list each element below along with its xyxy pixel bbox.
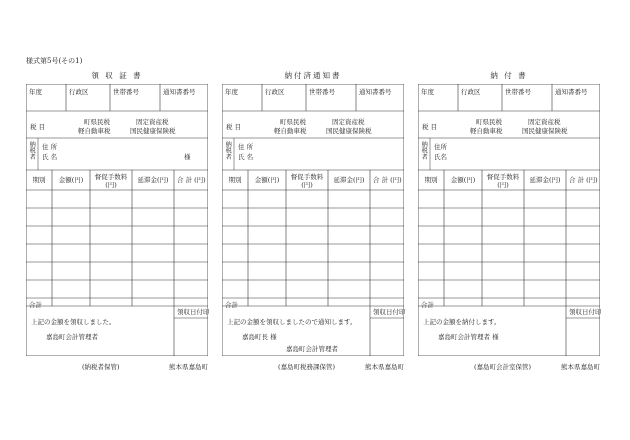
date-stamp-label: 領収日付印	[569, 308, 602, 316]
signature-line-1: 嘉島町長 様	[242, 333, 277, 341]
col-total-header: 合 計 (円)	[569, 176, 598, 184]
tax-item-health: 国民健康保険税	[326, 127, 372, 135]
signature-line-1: 嘉島町会計管理者 様	[438, 333, 499, 341]
signature-line-2: 嘉島町会計管理者	[286, 345, 338, 353]
col-amount-header: 金額(円)	[254, 176, 280, 184]
tax-label: 税 目	[226, 123, 242, 131]
payer-label: 納税者	[224, 141, 232, 160]
panel-title: 納 付 書	[490, 71, 528, 80]
date-stamp-label: 領収日付印	[177, 308, 210, 316]
receipt-message: 上記の金額を領収しましたので通知します。	[227, 318, 357, 326]
receipt-message: 上記の金額を領収しました。	[31, 318, 116, 326]
name-label: 氏 名	[42, 153, 58, 161]
footer-keeper: (嘉島町会計室保管)	[474, 363, 532, 371]
footer-keeper: (納税者保管)	[82, 363, 120, 371]
form-code: 様式第5号(その1)	[26, 57, 83, 65]
address-label: 住 所	[238, 143, 254, 151]
col-period-header: 期別	[32, 176, 46, 184]
honorific-label: 様	[184, 153, 191, 161]
footer-issuer: 熊本県嘉島町	[365, 363, 404, 371]
payment-notice-panel	[222, 71, 406, 371]
name-label: 氏名	[434, 153, 447, 161]
header-household-label: 世帯番号	[309, 88, 335, 96]
header-district-label: 行政区	[69, 88, 89, 96]
tax-item-resident: 町県民税	[476, 118, 502, 126]
address-label: 住所	[434, 143, 447, 151]
col-fee-header: 督促手数料(円)	[94, 173, 128, 190]
tax-label: 税 目	[422, 123, 438, 131]
address-label: 住 所	[42, 143, 58, 151]
footer-keeper: (嘉島町税務課保管)	[278, 363, 336, 371]
tax-label: 税 目	[30, 123, 46, 131]
col-amount-header: 金額(円)	[450, 176, 476, 184]
header-household-label: 世帯番号	[113, 88, 139, 96]
col-period-header: 期別	[424, 176, 438, 184]
col-total-header: 合 計 (円)	[177, 176, 206, 184]
tax-item-health: 国民健康保険税	[522, 127, 568, 135]
total-label: 合計	[29, 301, 42, 309]
header-notice-label: 通知書番号	[555, 88, 588, 96]
col-penalty-header: 延滞金(円)	[333, 176, 365, 184]
signature-line-1: 嘉島町会計管理者	[46, 333, 98, 341]
date-stamp-label: 領収日付印	[373, 308, 406, 316]
header-district-label: 行政区	[461, 88, 481, 96]
tax-item-vehicle: 軽自動車税	[470, 127, 503, 135]
header-notice-label: 通知書番号	[359, 88, 392, 96]
header-notice-label: 通知書番号	[163, 88, 196, 96]
col-fee-header: 督促手数料(円)	[290, 173, 324, 190]
col-fee-header: 督促手数料(円)	[486, 173, 520, 190]
header-year-label: 年度	[421, 88, 434, 96]
payment-slip-panel	[418, 71, 602, 371]
total-label: 合計	[421, 301, 434, 309]
receipt-message: 上記の金額を納付します。	[423, 318, 501, 326]
footer-issuer: 熊本県嘉島町	[561, 363, 600, 371]
header-year-label: 年度	[29, 88, 42, 96]
name-label: 氏 名	[238, 153, 254, 161]
col-penalty-header: 延滞金(円)	[137, 176, 169, 184]
tax-item-property: 固定資産税	[332, 118, 365, 126]
tax-item-vehicle: 軽自動車税	[78, 127, 111, 135]
tax-item-health: 国民健康保険税	[130, 127, 176, 135]
tax-item-property: 固定資産税	[136, 118, 169, 126]
tax-item-vehicle: 軽自動車税	[274, 127, 307, 135]
panel-title: 領 収 証 書	[91, 71, 143, 80]
panel-title: 納付済通知書	[284, 71, 342, 80]
col-period-header: 期別	[228, 176, 242, 184]
header-year-label: 年度	[225, 88, 238, 96]
col-penalty-header: 延滞金(円)	[529, 176, 561, 184]
tax-item-property: 固定資産税	[528, 118, 561, 126]
payer-label: 納税者	[28, 141, 36, 160]
tax-item-resident: 町県民税	[280, 118, 306, 126]
total-label: 合計	[225, 301, 238, 309]
col-total-header: 合 計 (円)	[373, 176, 402, 184]
footer-issuer: 熊本県嘉島町	[169, 363, 208, 371]
payer-label: 納税者	[420, 141, 428, 160]
header-household-label: 世帯番号	[505, 88, 531, 96]
receipt-panel	[26, 71, 210, 371]
tax-item-resident: 町県民税	[84, 118, 110, 126]
col-amount-header: 金額(円)	[58, 176, 84, 184]
header-district-label: 行政区	[265, 88, 285, 96]
